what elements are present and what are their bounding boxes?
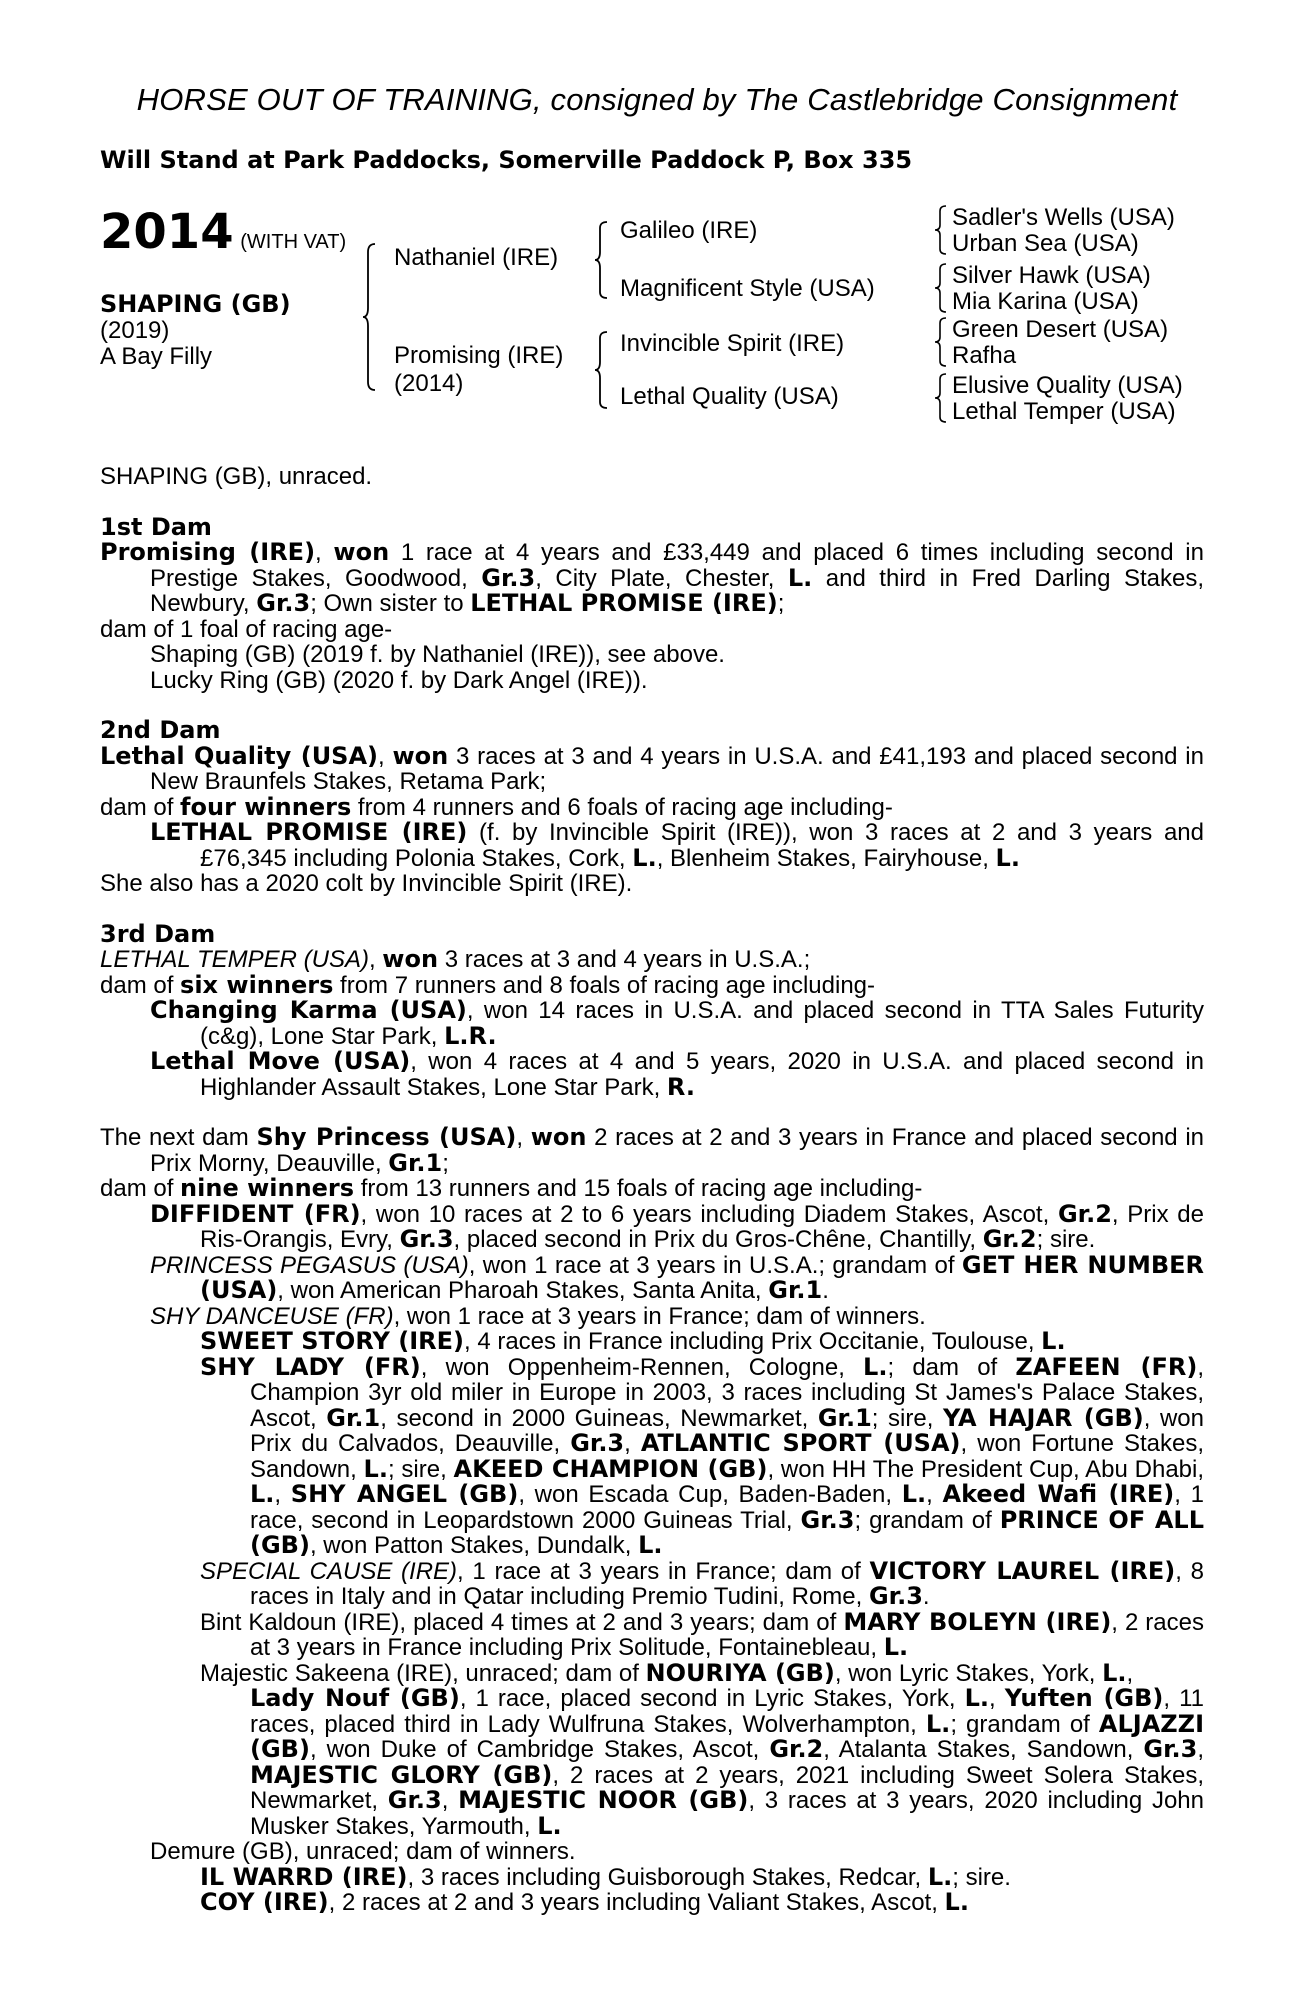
pedigree-notes (100, 464, 1204, 1916)
grand-progeny-entry (100, 1352, 1205, 1559)
grade: L. (901, 1480, 927, 1508)
progeny-entry (100, 1304, 1204, 1330)
grade: L. (363, 1454, 388, 1483)
text: 2 races at 2 and 3 years in France and placed second in Prix Morny, Deauville, (150, 1124, 1205, 1177)
won-label: won (333, 538, 390, 566)
progeny-entry (100, 998, 1204, 1049)
progeny-name: LETHAL PROMISE (IRE) (150, 818, 468, 846)
text: , won Patton Stakes, Dundalk, (309, 1532, 639, 1559)
text: , (378, 742, 393, 770)
dam3-produce-line (100, 970, 1204, 999)
grade: L. (537, 1811, 562, 1840)
vat-note: (WITH VAT) (240, 231, 347, 253)
foaled-year: (2019) (100, 317, 170, 344)
descendant-name: NOURIYA (GB) (645, 1658, 835, 1687)
dam3-record (100, 947, 1204, 973)
grade: Gr.3 (256, 589, 311, 617)
sire-sire: Galileo (IRE) (620, 217, 758, 244)
dam-name: Promising (IRE) (100, 538, 316, 566)
text: Bint Kaldoun (IRE), placed 4 times at 2 and 3 years; dam of (200, 1608, 844, 1636)
gen3-ancestor: Urban Sea (USA) (952, 230, 1139, 257)
text: , (1126, 1659, 1134, 1687)
text: (f. by Invincible Spirit (IRE)), won 3 races at 2 and 3 years and £76,345 including Polonia Stakes, Cork, (200, 819, 1204, 872)
lot-year: 2014 (100, 204, 234, 260)
text: , 2 races at 2 years, 2021 including Sweet Solera Stakes, Newmarket, (250, 1761, 1204, 1814)
descendant-name: ALJAZZI (GB) (250, 1709, 1204, 1763)
text: Majestic Sakeena (IRE), unraced; dam of (200, 1659, 646, 1687)
text: , won 4 races at 4 and 5 years, 2020 in U.S.A. and placed second in Highlander Assault Stakes, Lone Star Park, (200, 1048, 1204, 1101)
progeny-entry (100, 1199, 1204, 1253)
text: , 4 races in France including Prix Occitanie, Toulouse, (463, 1328, 1042, 1355)
grade: Gr.3 (399, 1225, 454, 1253)
gen3-brace-3 (934, 316, 948, 368)
dam-name: Lethal Quality (USA) (100, 741, 379, 770)
gen3-ancestor: Mia Karina (USA) (952, 288, 1139, 315)
grade: L. (927, 1862, 953, 1891)
text: , 2 races at 3 years in France including Prix Solitude, Fontainebleau, (250, 1608, 1204, 1661)
dam-dam: Lethal Quality (USA) (620, 383, 839, 410)
progeny-name: DIFFIDENT (FR) (150, 1199, 361, 1228)
progeny-name: IL WARRD (IRE) (200, 1862, 408, 1891)
text: from 13 runners and 15 foals of racing age including- (354, 1175, 923, 1202)
text: , won HH The President Cup, Abu Dhabi, (767, 1455, 1205, 1483)
text: , won American Pharoah Stakes, Santa Anita, (277, 1277, 769, 1304)
section-heading-2nd-dam: 2nd Dam (100, 716, 221, 744)
dam-name: LETHAL TEMPER (USA) (100, 946, 369, 973)
progeny-name: SPECIAL CAUSE (IRE) (200, 1557, 458, 1585)
page-title: HORSE OUT OF TRAINING, consigned by The Castlebridge Consignment (136, 82, 1178, 117)
text: , 11 races, placed third in Lady Wulfruna Stakes, Wolverhampton, (250, 1685, 1205, 1738)
text: , won 1 race at 3 years in France; dam of winners. (393, 1302, 926, 1330)
next-dam-produce-line (100, 1176, 1204, 1202)
text: , 1 race, placed second in Lyric Stakes, York, (459, 1685, 965, 1712)
sire-dam: Magnificent Style (USA) (620, 275, 875, 302)
grade: L. (964, 1684, 989, 1712)
lot-year-line (100, 206, 346, 258)
descendant-name: YA HAJAR (GB) (942, 1403, 1144, 1432)
text: , Blenheim Stakes, Fairyhouse, (656, 844, 996, 872)
text: 3 races at 3 and 4 years in U.S.A.; (438, 946, 811, 973)
grade: L. (883, 1633, 909, 1661)
grade: Gr.2 (982, 1225, 1037, 1253)
text: dam of (100, 1175, 181, 1202)
progeny-entry (100, 1250, 1205, 1304)
text: , (315, 539, 334, 566)
section-heading-3rd-dam: 3rd Dam (100, 919, 216, 948)
winners-count: nine winners (180, 1174, 355, 1202)
descendant-name: VICTORY LAUREL (IRE) (869, 1556, 1176, 1585)
grand-progeny-entry (100, 1658, 1204, 1687)
grand-progeny-entry (100, 1607, 1204, 1661)
text: , City Plate, Chester, (535, 564, 788, 592)
grade: Gr.1 (388, 1148, 443, 1177)
descendant-name: AKEED CHAMPION (GB) (453, 1454, 768, 1483)
grade: L. (787, 563, 813, 592)
text: , (516, 1124, 531, 1151)
grade: Gr.3 (1143, 1735, 1198, 1763)
gen3-brace-4 (934, 372, 948, 424)
text: , won 14 races in U.S.A. and placed second in TTA Sales Futurity (c&g), Lone Star Park, (200, 997, 1204, 1050)
stand-location: Will Stand at Park Paddocks, Somerville Paddock P, Box 335 (100, 146, 913, 174)
won-label: won (530, 1123, 587, 1151)
text: ; sire, (387, 1455, 454, 1483)
text: . (822, 1277, 829, 1304)
text: , (441, 1787, 459, 1814)
grade: Gr.2 (1057, 1199, 1112, 1228)
sire-name: Nathaniel (IRE) (394, 244, 559, 271)
grade: Gr.1 (326, 1403, 381, 1432)
text: ; grandam of (950, 1710, 1099, 1738)
text: , placed second in Prix du Gros-Chêne, Chantilly, (453, 1226, 983, 1253)
text: ; sire, (871, 1404, 943, 1432)
grade: L. (925, 1709, 951, 1738)
text: , won Duke of Cambridge Stakes, Ascot, (309, 1736, 770, 1763)
text: 3 races at 3 and 4 years in U.S.A. and £41,193 and placed second in New Braunfels Stakes, Retama Park; (150, 742, 1204, 795)
text: ; (777, 590, 785, 617)
text: , won 1 race at 3 years in U.S.A.; grandam of (468, 1251, 962, 1279)
dam2-also-line: She also has a 2020 colt by Invincible Spirit (IRE). (100, 870, 633, 897)
descendant-name: ZAFEEN (FR) (1015, 1352, 1198, 1381)
grand-progeny-entry (100, 1890, 1204, 1916)
descendant-name: SHY ANGEL (GB) (290, 1480, 519, 1508)
winners-count: six winners (180, 970, 334, 999)
progeny-name: Changing Karma (USA) (150, 996, 467, 1024)
text: from 4 runners and 6 foals of racing age including- (351, 793, 893, 821)
text: , second in 2000 Guineas, Newmarket, (380, 1404, 818, 1432)
progeny-entry (100, 820, 1204, 871)
dam1-record (100, 540, 1204, 617)
grade: L. (1102, 1658, 1127, 1687)
grade: L.R. (444, 1021, 497, 1050)
text: , won 10 races at 2 to 6 years including Diadem Stakes, Ascot, (360, 1200, 1058, 1228)
won-label: won (382, 945, 439, 973)
descendant-name: MARY BOLEYN (IRE) (843, 1607, 1112, 1636)
grade: L. (995, 843, 1020, 872)
text: , won Oppenheim-Rennen, Cologne, (420, 1353, 864, 1381)
descendant-name: GET HER NUMBER (USA) (200, 1250, 1205, 1304)
gen3-ancestor: Elusive Quality (USA) (952, 372, 1183, 399)
progeny-name: SWEET STORY (IRE) (200, 1327, 464, 1355)
foal-entry: Lucky Ring (GB) (2020 f. by Dark Angel (IRE)). (150, 666, 648, 694)
gen3-ancestor: Silver Hawk (USA) (952, 262, 1151, 289)
grade: Gr.1 (817, 1403, 872, 1432)
grade: Gr.2 (769, 1735, 824, 1763)
summary-line: SHAPING (GB), unraced. (100, 463, 373, 490)
text: , (926, 1481, 943, 1508)
grade: Gr.3 (800, 1505, 855, 1534)
gen3-brace-1 (934, 204, 948, 256)
text: , Atalanta Stakes, Sandown, (823, 1736, 1144, 1763)
grade: Gr.1 (768, 1276, 823, 1304)
won-label: won (392, 741, 449, 770)
descendant-name: Lady Nouf (GB) (250, 1684, 460, 1712)
horse-name: SHAPING (GB) (100, 290, 291, 318)
grade: Gr.3 (481, 563, 536, 592)
text: . (922, 1583, 930, 1610)
text: , 3 races including Guisborough Stakes, Redcar, (407, 1863, 928, 1891)
grade: R. (666, 1072, 695, 1101)
text: , (989, 1685, 1005, 1712)
text: , won Fortune Stakes, Sandown, (250, 1430, 1205, 1483)
progeny-name: COY (IRE) (200, 1888, 329, 1916)
text: ; grandam of (854, 1506, 1000, 1534)
grade: Gr.3 (868, 1582, 923, 1610)
text: , 1 race, second in Leopardstown 2000 Guineas Trial, (250, 1481, 1204, 1534)
foal-entry: Shaping (GB) (2019 f. by Nathaniel (IRE)), see above. (150, 641, 725, 668)
descendant-name: Yuften (GB) (1004, 1684, 1164, 1712)
text: ; (442, 1149, 449, 1177)
grade: L. (1041, 1327, 1066, 1355)
descendant-name: MAJESTIC GLORY (GB) (250, 1760, 553, 1789)
text: , (274, 1481, 291, 1508)
sister-name: LETHAL PROMISE (IRE) (470, 589, 778, 617)
text: ; Own sister to (310, 590, 471, 617)
text: , (1197, 1736, 1204, 1763)
text: dam of (100, 971, 181, 999)
text: , Prix de Ris-Orangis, Evry, (200, 1200, 1204, 1253)
pedigree-brace-dam (594, 330, 610, 410)
grand-progeny-entry (100, 1329, 1204, 1355)
text: dam of (100, 793, 181, 821)
grade: Gr.3 (570, 1429, 625, 1457)
grade: L. (250, 1480, 275, 1508)
text: ; sire. (952, 1863, 1011, 1891)
gen3-brace-2 (934, 262, 948, 314)
dam2-record (100, 741, 1204, 795)
text: , won Lyric Stakes, York, (834, 1659, 1103, 1687)
text: , 2 races at 2 and 3 years including Valiant Stakes, Ascot, (328, 1889, 945, 1916)
text: and third in Fred Darling Stakes, Newbury, (150, 564, 1205, 617)
grade: L. (944, 1888, 969, 1916)
section-heading-1st-dam: 1st Dam (100, 512, 212, 541)
grade: Gr.3 (387, 1786, 442, 1814)
progeny-entry: Demure (GB), unraced; dam of winners. (150, 1838, 576, 1865)
text: , won Prix du Calvados, Deauville, (250, 1404, 1204, 1457)
dam-sire: Invincible Spirit (IRE) (620, 330, 845, 357)
progeny-name: SHY DANCEUSE (FR) (150, 1302, 394, 1330)
text: 1 race at 4 years and £33,449 and placed 6 times including second in Prestige Stakes, Goodwood, (150, 539, 1204, 592)
horse-description: A Bay Filly (100, 343, 213, 370)
grand-progeny-entry (100, 1862, 1204, 1891)
text: , (624, 1430, 641, 1457)
progeny-name: Lethal Move (USA) (150, 1047, 411, 1075)
dam-name: Promising (IRE) (394, 342, 564, 369)
dam2-produce-line (100, 792, 1204, 821)
text: from 7 runners and 8 foals of racing age including- (333, 971, 876, 999)
progeny-name: PRINCESS PEGASUS (USA) (150, 1251, 469, 1279)
next-dam-record (100, 1125, 1204, 1176)
progeny-entry (100, 1049, 1204, 1100)
progeny-name: SHY LADY (FR) (200, 1352, 421, 1381)
grade: L. (863, 1352, 888, 1381)
text: ; sire. (1036, 1226, 1096, 1253)
text: , (368, 946, 383, 973)
grand-progeny-continuation (100, 1686, 1204, 1839)
grand-progeny-entry (100, 1556, 1204, 1610)
gen3-ancestor: Lethal Temper (USA) (952, 398, 1176, 425)
grade: L. (632, 843, 657, 872)
descendant-name: PRINCE OF ALL (GB) (250, 1505, 1204, 1559)
gen3-ancestor: Green Desert (USA) (952, 316, 1169, 343)
text: , 1 race at 3 years in France; dam of (457, 1557, 870, 1585)
text: ; dam of (887, 1353, 1016, 1381)
gen3-ancestor: Sadler's Wells (USA) (952, 204, 1175, 231)
dam-name: Shy Princess (USA) (256, 1123, 517, 1151)
descendant-name: MAJESTIC NOOR (GB) (458, 1786, 749, 1814)
text: , 8 races in Italy and in Qatar including Premio Tudini, Rome, (250, 1557, 1204, 1610)
descendant-name: Akeed Wafi (IRE) (942, 1480, 1175, 1508)
pedigree-brace-sire (594, 220, 610, 300)
dam-year: (2014) (394, 370, 464, 397)
text: , won Escada Cup, Baden-Baden, (518, 1481, 902, 1508)
dam1-foals-line: dam of 1 foal of racing age- (100, 615, 393, 643)
text: , Champion 3yr old miler in Europe in 2003, 3 races including St James's Palace Stakes, Ascot, (250, 1353, 1204, 1432)
text: The next dam (100, 1124, 257, 1151)
grade: L. (638, 1531, 663, 1559)
text: , 3 races at 3 years, 2020 including John Musker Stakes, Yarmouth, (250, 1787, 1204, 1840)
descendant-name: ATLANTIC SPORT (USA) (640, 1429, 961, 1457)
gen3-ancestor: Rafha (952, 342, 1017, 369)
pedigree-brace-main (362, 242, 378, 392)
winners-count: four winners (180, 792, 352, 821)
